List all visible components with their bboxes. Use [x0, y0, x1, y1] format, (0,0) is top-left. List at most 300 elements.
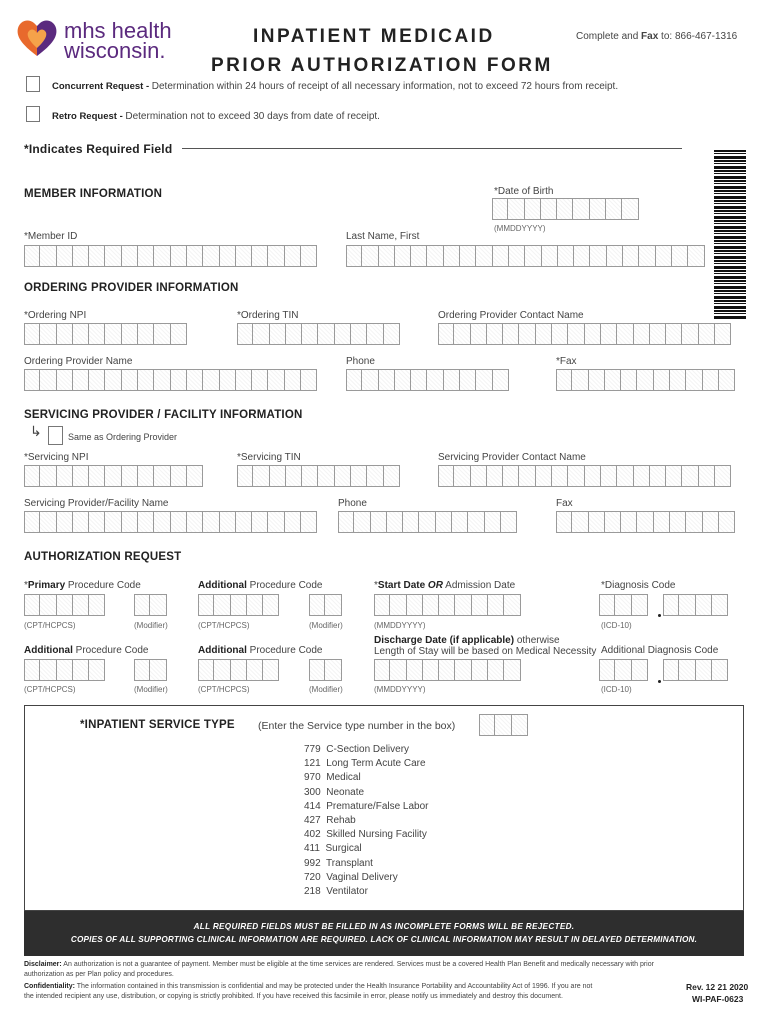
- char-box[interactable]: [670, 511, 686, 533]
- char-box[interactable]: [203, 511, 219, 533]
- char-box[interactable]: [89, 369, 105, 391]
- char-box[interactable]: [617, 323, 633, 345]
- char-box[interactable]: [606, 198, 622, 220]
- char-box[interactable]: [220, 511, 236, 533]
- char-box[interactable]: [270, 323, 286, 345]
- char-box[interactable]: [696, 594, 712, 616]
- ordering-fax-input[interactable]: [556, 369, 735, 391]
- char-box[interactable]: [285, 511, 301, 533]
- char-box[interactable]: [715, 323, 731, 345]
- char-box[interactable]: [454, 465, 470, 487]
- char-box[interactable]: [460, 369, 476, 391]
- char-box[interactable]: [73, 245, 89, 267]
- char-box[interactable]: [171, 323, 187, 345]
- char-box[interactable]: [585, 465, 601, 487]
- char-box[interactable]: [237, 323, 253, 345]
- char-box[interactable]: [286, 465, 302, 487]
- char-box[interactable]: [134, 659, 150, 681]
- char-box[interactable]: [519, 465, 535, 487]
- char-box[interactable]: [637, 369, 653, 391]
- dob-input[interactable]: [492, 198, 639, 220]
- char-box[interactable]: [187, 245, 203, 267]
- char-box[interactable]: [407, 594, 423, 616]
- char-box[interactable]: [423, 659, 439, 681]
- char-box[interactable]: [572, 369, 588, 391]
- char-box[interactable]: [487, 465, 503, 487]
- servicing-tin-input[interactable]: [237, 465, 400, 487]
- char-box[interactable]: [122, 511, 138, 533]
- ordering-npi-input[interactable]: [24, 323, 187, 345]
- char-box[interactable]: [411, 369, 427, 391]
- char-box[interactable]: [715, 465, 731, 487]
- char-box[interactable]: [247, 594, 263, 616]
- char-box[interactable]: [252, 245, 268, 267]
- char-box[interactable]: [423, 594, 439, 616]
- char-box[interactable]: [73, 465, 89, 487]
- char-box[interactable]: [187, 511, 203, 533]
- ordering-name-input[interactable]: [24, 369, 317, 391]
- char-box[interactable]: [568, 323, 584, 345]
- char-box[interactable]: [552, 465, 568, 487]
- char-box[interactable]: [351, 323, 367, 345]
- additional-proc-input-1[interactable]: [198, 594, 279, 616]
- char-box[interactable]: [252, 369, 268, 391]
- char-box[interactable]: [493, 245, 509, 267]
- char-box[interactable]: [24, 245, 40, 267]
- char-box[interactable]: [696, 659, 712, 681]
- char-box[interactable]: [615, 659, 631, 681]
- char-box[interactable]: [122, 323, 138, 345]
- char-box[interactable]: [541, 198, 557, 220]
- char-box[interactable]: [471, 465, 487, 487]
- char-box[interactable]: [89, 659, 105, 681]
- char-box[interactable]: [203, 369, 219, 391]
- char-box[interactable]: [504, 594, 520, 616]
- char-box[interactable]: [679, 594, 695, 616]
- char-box[interactable]: [508, 198, 524, 220]
- char-box[interactable]: [367, 323, 383, 345]
- start-date-input[interactable]: [374, 594, 521, 616]
- char-box[interactable]: [590, 198, 606, 220]
- servicing-npi-input[interactable]: [24, 465, 203, 487]
- char-box[interactable]: [105, 369, 121, 391]
- char-box[interactable]: [138, 465, 154, 487]
- char-box[interactable]: [351, 465, 367, 487]
- char-box[interactable]: [73, 511, 89, 533]
- char-box[interactable]: [154, 369, 170, 391]
- char-box[interactable]: [338, 511, 354, 533]
- char-box[interactable]: [605, 511, 621, 533]
- char-box[interactable]: [253, 323, 269, 345]
- char-box[interactable]: [138, 245, 154, 267]
- char-box[interactable]: [252, 511, 268, 533]
- char-box[interactable]: [454, 323, 470, 345]
- char-box[interactable]: [519, 323, 535, 345]
- char-box[interactable]: [485, 511, 501, 533]
- char-box[interactable]: [371, 511, 387, 533]
- char-box[interactable]: [187, 369, 203, 391]
- char-box[interactable]: [656, 245, 672, 267]
- char-box[interactable]: [301, 369, 317, 391]
- char-box[interactable]: [263, 594, 279, 616]
- char-box[interactable]: [318, 465, 334, 487]
- char-box[interactable]: [247, 659, 263, 681]
- char-box[interactable]: [374, 659, 390, 681]
- char-box[interactable]: [501, 511, 517, 533]
- char-box[interactable]: [525, 198, 541, 220]
- additional-modifier-input-3[interactable]: [309, 659, 342, 681]
- char-box[interactable]: [362, 245, 378, 267]
- ordering-phone-input[interactable]: [346, 369, 509, 391]
- char-box[interactable]: [171, 511, 187, 533]
- char-box[interactable]: [615, 594, 631, 616]
- char-box[interactable]: [335, 465, 351, 487]
- char-box[interactable]: [712, 659, 728, 681]
- additional-modifier-input-2[interactable]: [134, 659, 167, 681]
- char-box[interactable]: [395, 369, 411, 391]
- servicing-name-input[interactable]: [24, 511, 317, 533]
- char-box[interactable]: [488, 594, 504, 616]
- char-box[interactable]: [285, 245, 301, 267]
- char-box[interactable]: [556, 511, 572, 533]
- char-box[interactable]: [346, 245, 362, 267]
- diagnosis-input-a[interactable]: [599, 594, 648, 616]
- char-box[interactable]: [105, 323, 121, 345]
- char-box[interactable]: [105, 511, 121, 533]
- char-box[interactable]: [452, 511, 468, 533]
- char-box[interactable]: [325, 659, 341, 681]
- char-box[interactable]: [444, 245, 460, 267]
- char-box[interactable]: [487, 323, 503, 345]
- primary-proc-input[interactable]: [24, 594, 105, 616]
- additional-diagnosis-input-a[interactable]: [599, 659, 648, 681]
- char-box[interactable]: [512, 714, 528, 736]
- char-box[interactable]: [57, 511, 73, 533]
- additional-proc-input-3[interactable]: [198, 659, 279, 681]
- char-box[interactable]: [573, 198, 589, 220]
- char-box[interactable]: [495, 714, 511, 736]
- char-box[interactable]: [73, 369, 89, 391]
- char-box[interactable]: [427, 245, 443, 267]
- servicing-contact-input[interactable]: [438, 465, 731, 487]
- char-box[interactable]: [73, 659, 89, 681]
- char-box[interactable]: [122, 369, 138, 391]
- char-box[interactable]: [154, 465, 170, 487]
- char-box[interactable]: [236, 369, 252, 391]
- char-box[interactable]: [379, 369, 395, 391]
- char-box[interactable]: [301, 245, 317, 267]
- char-box[interactable]: [682, 465, 698, 487]
- char-box[interactable]: [444, 369, 460, 391]
- char-box[interactable]: [335, 323, 351, 345]
- char-box[interactable]: [362, 369, 378, 391]
- char-box[interactable]: [138, 323, 154, 345]
- char-box[interactable]: [525, 245, 541, 267]
- char-box[interactable]: [150, 659, 166, 681]
- char-box[interactable]: [536, 323, 552, 345]
- char-box[interactable]: [214, 659, 230, 681]
- char-box[interactable]: [57, 465, 73, 487]
- char-box[interactable]: [309, 659, 325, 681]
- char-box[interactable]: [220, 369, 236, 391]
- char-box[interactable]: [154, 245, 170, 267]
- char-box[interactable]: [403, 511, 419, 533]
- char-box[interactable]: [621, 369, 637, 391]
- char-box[interactable]: [270, 465, 286, 487]
- char-box[interactable]: [556, 369, 572, 391]
- char-box[interactable]: [650, 465, 666, 487]
- char-box[interactable]: [24, 594, 40, 616]
- char-box[interactable]: [24, 465, 40, 487]
- char-box[interactable]: [187, 465, 203, 487]
- char-box[interactable]: [122, 245, 138, 267]
- char-box[interactable]: [24, 511, 40, 533]
- char-box[interactable]: [703, 369, 719, 391]
- char-box[interactable]: [354, 511, 370, 533]
- char-box[interactable]: [679, 659, 695, 681]
- char-box[interactable]: [253, 465, 269, 487]
- service-type-input[interactable]: [479, 714, 528, 736]
- char-box[interactable]: [663, 659, 679, 681]
- char-box[interactable]: [263, 659, 279, 681]
- char-box[interactable]: [134, 594, 150, 616]
- char-box[interactable]: [73, 594, 89, 616]
- char-box[interactable]: [574, 245, 590, 267]
- char-box[interactable]: [688, 245, 704, 267]
- char-box[interactable]: [395, 245, 411, 267]
- char-box[interactable]: [154, 323, 170, 345]
- additional-modifier-input-1[interactable]: [309, 594, 342, 616]
- char-box[interactable]: [509, 245, 525, 267]
- char-box[interactable]: [634, 465, 650, 487]
- char-box[interactable]: [237, 465, 253, 487]
- char-box[interactable]: [438, 323, 454, 345]
- char-box[interactable]: [203, 245, 219, 267]
- char-box[interactable]: [105, 245, 121, 267]
- char-box[interactable]: [40, 369, 56, 391]
- char-box[interactable]: [503, 465, 519, 487]
- member-id-input[interactable]: [24, 245, 317, 267]
- char-box[interactable]: [367, 465, 383, 487]
- char-box[interactable]: [384, 323, 400, 345]
- char-box[interactable]: [472, 594, 488, 616]
- char-box[interactable]: [40, 323, 56, 345]
- char-box[interactable]: [57, 369, 73, 391]
- char-box[interactable]: [439, 659, 455, 681]
- char-box[interactable]: [601, 465, 617, 487]
- char-box[interactable]: [634, 323, 650, 345]
- char-box[interactable]: [268, 511, 284, 533]
- char-box[interactable]: [468, 511, 484, 533]
- char-box[interactable]: [699, 465, 715, 487]
- char-box[interactable]: [40, 245, 56, 267]
- char-box[interactable]: [150, 594, 166, 616]
- char-box[interactable]: [557, 198, 573, 220]
- char-box[interactable]: [407, 659, 423, 681]
- char-box[interactable]: [607, 245, 623, 267]
- char-box[interactable]: [663, 594, 679, 616]
- char-box[interactable]: [236, 245, 252, 267]
- char-box[interactable]: [719, 369, 735, 391]
- char-box[interactable]: [384, 465, 400, 487]
- same-as-ordering-checkbox[interactable]: [48, 426, 63, 445]
- char-box[interactable]: [589, 369, 605, 391]
- char-box[interactable]: [302, 465, 318, 487]
- char-box[interactable]: [198, 594, 214, 616]
- ordering-contact-input[interactable]: [438, 323, 731, 345]
- char-box[interactable]: [57, 659, 73, 681]
- char-box[interactable]: [455, 659, 471, 681]
- char-box[interactable]: [637, 511, 653, 533]
- char-box[interactable]: [719, 511, 735, 533]
- char-box[interactable]: [542, 245, 558, 267]
- char-box[interactable]: [488, 659, 504, 681]
- char-box[interactable]: [436, 511, 452, 533]
- char-box[interactable]: [122, 465, 138, 487]
- char-box[interactable]: [622, 198, 638, 220]
- char-box[interactable]: [220, 245, 236, 267]
- char-box[interactable]: [171, 245, 187, 267]
- char-box[interactable]: [387, 511, 403, 533]
- char-box[interactable]: [479, 714, 495, 736]
- char-box[interactable]: [703, 511, 719, 533]
- char-box[interactable]: [214, 594, 230, 616]
- diagnosis-input-b[interactable]: [663, 594, 728, 616]
- retro-request-checkbox[interactable]: [26, 106, 40, 122]
- char-box[interactable]: [503, 323, 519, 345]
- char-box[interactable]: [590, 245, 606, 267]
- char-box[interactable]: [666, 323, 682, 345]
- char-box[interactable]: [318, 323, 334, 345]
- char-box[interactable]: [171, 369, 187, 391]
- char-box[interactable]: [621, 511, 637, 533]
- char-box[interactable]: [138, 369, 154, 391]
- char-box[interactable]: [599, 594, 615, 616]
- char-box[interactable]: [231, 659, 247, 681]
- char-box[interactable]: [493, 369, 509, 391]
- char-box[interactable]: [605, 369, 621, 391]
- char-box[interactable]: [504, 659, 520, 681]
- char-box[interactable]: [427, 369, 443, 391]
- char-box[interactable]: [379, 245, 395, 267]
- char-box[interactable]: [105, 465, 121, 487]
- char-box[interactable]: [89, 245, 105, 267]
- char-box[interactable]: [154, 511, 170, 533]
- char-box[interactable]: [639, 245, 655, 267]
- char-box[interactable]: [171, 465, 187, 487]
- member-name-input[interactable]: [346, 245, 705, 267]
- primary-modifier-input[interactable]: [134, 594, 167, 616]
- ordering-tin-input[interactable]: [237, 323, 400, 345]
- char-box[interactable]: [301, 511, 317, 533]
- char-box[interactable]: [236, 511, 252, 533]
- char-box[interactable]: [24, 659, 40, 681]
- char-box[interactable]: [24, 369, 40, 391]
- char-box[interactable]: [617, 465, 633, 487]
- char-box[interactable]: [686, 369, 702, 391]
- char-box[interactable]: [686, 511, 702, 533]
- char-box[interactable]: [623, 245, 639, 267]
- char-box[interactable]: [302, 323, 318, 345]
- char-box[interactable]: [439, 594, 455, 616]
- char-box[interactable]: [476, 369, 492, 391]
- char-box[interactable]: [89, 511, 105, 533]
- char-box[interactable]: [654, 511, 670, 533]
- char-box[interactable]: [57, 323, 73, 345]
- char-box[interactable]: [40, 594, 56, 616]
- char-box[interactable]: [601, 323, 617, 345]
- char-box[interactable]: [712, 594, 728, 616]
- char-box[interactable]: [699, 323, 715, 345]
- char-box[interactable]: [73, 323, 89, 345]
- servicing-fax-input[interactable]: [556, 511, 735, 533]
- char-box[interactable]: [589, 511, 605, 533]
- char-box[interactable]: [672, 245, 688, 267]
- servicing-phone-input[interactable]: [338, 511, 517, 533]
- char-box[interactable]: [585, 323, 601, 345]
- char-box[interactable]: [419, 511, 435, 533]
- char-box[interactable]: [568, 465, 584, 487]
- char-box[interactable]: [472, 659, 488, 681]
- char-box[interactable]: [572, 511, 588, 533]
- char-box[interactable]: [138, 511, 154, 533]
- char-box[interactable]: [57, 594, 73, 616]
- char-box[interactable]: [89, 323, 105, 345]
- char-box[interactable]: [654, 369, 670, 391]
- char-box[interactable]: [40, 465, 56, 487]
- char-box[interactable]: [374, 594, 390, 616]
- char-box[interactable]: [558, 245, 574, 267]
- char-box[interactable]: [231, 594, 247, 616]
- char-box[interactable]: [40, 659, 56, 681]
- char-box[interactable]: [89, 594, 105, 616]
- additional-diagnosis-input-b[interactable]: [663, 659, 728, 681]
- char-box[interactable]: [268, 245, 284, 267]
- char-box[interactable]: [57, 245, 73, 267]
- char-box[interactable]: [666, 465, 682, 487]
- char-box[interactable]: [476, 245, 492, 267]
- char-box[interactable]: [492, 198, 508, 220]
- char-box[interactable]: [536, 465, 552, 487]
- char-box[interactable]: [346, 369, 362, 391]
- char-box[interactable]: [268, 369, 284, 391]
- concurrent-request-checkbox[interactable]: [26, 76, 40, 92]
- char-box[interactable]: [455, 594, 471, 616]
- additional-proc-input-2[interactable]: [24, 659, 105, 681]
- char-box[interactable]: [650, 323, 666, 345]
- char-box[interactable]: [632, 594, 648, 616]
- char-box[interactable]: [285, 369, 301, 391]
- char-box[interactable]: [552, 323, 568, 345]
- char-box[interactable]: [599, 659, 615, 681]
- char-box[interactable]: [24, 323, 40, 345]
- char-box[interactable]: [460, 245, 476, 267]
- char-box[interactable]: [198, 659, 214, 681]
- char-box[interactable]: [411, 245, 427, 267]
- char-box[interactable]: [670, 369, 686, 391]
- char-box[interactable]: [471, 323, 487, 345]
- char-box[interactable]: [309, 594, 325, 616]
- char-box[interactable]: [438, 465, 454, 487]
- char-box[interactable]: [632, 659, 648, 681]
- char-box[interactable]: [40, 511, 56, 533]
- discharge-date-input[interactable]: [374, 659, 521, 681]
- char-box[interactable]: [325, 594, 341, 616]
- char-box[interactable]: [390, 594, 406, 616]
- char-box[interactable]: [682, 323, 698, 345]
- char-box[interactable]: [89, 465, 105, 487]
- char-box[interactable]: [286, 323, 302, 345]
